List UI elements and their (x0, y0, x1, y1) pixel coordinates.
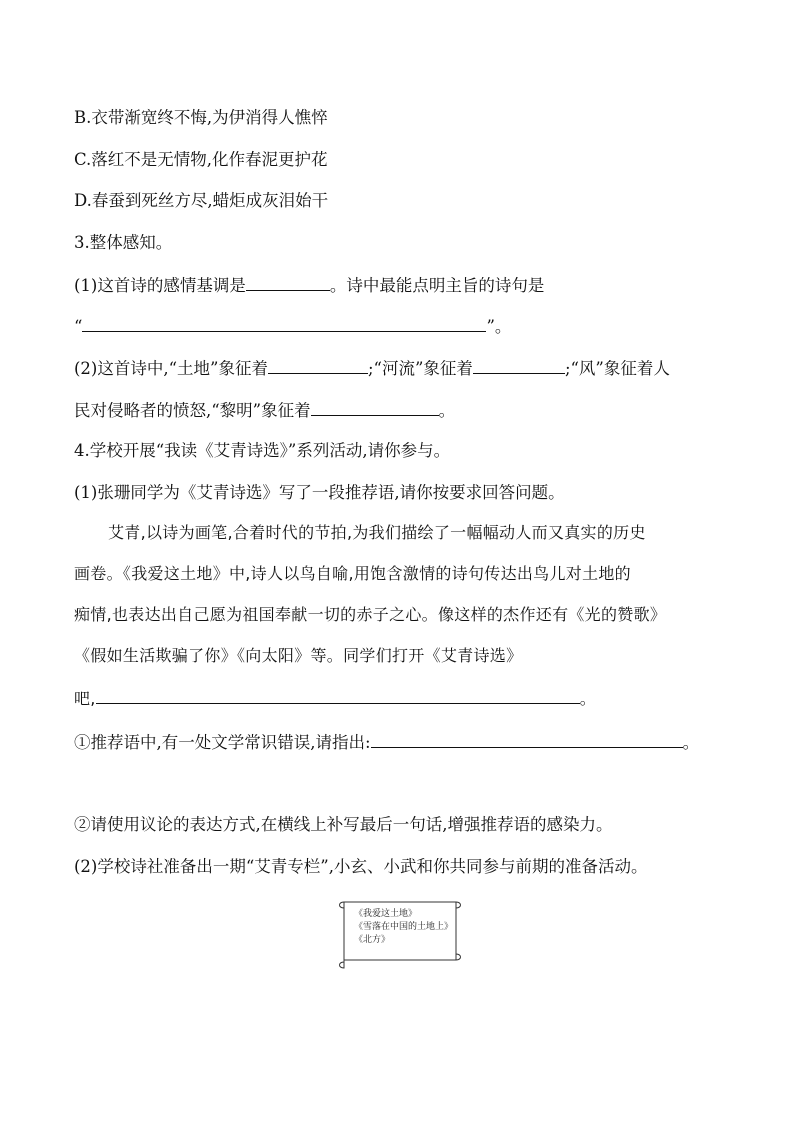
q3-part2 (74, 356, 670, 381)
q3-part1-text-b: 。诗中最能点明主旨的诗句是 (329, 276, 545, 295)
recommendation-text-ba: 吧, (74, 689, 96, 708)
q3-part2-text-a: (2)这首诗中,“土地”象征着 (74, 359, 268, 378)
q4-sub1 (74, 730, 699, 755)
scroll-item-3: 《北方》 (354, 935, 391, 945)
answer-blank-closing-sentence[interactable] (96, 686, 580, 704)
q3-part2-text-e: 。 (438, 401, 456, 420)
answer-blank-river[interactable] (473, 356, 565, 374)
q3-part2-text-d: 民对侵略者的愤怒,“黎明”象征着 (74, 401, 311, 420)
q4-sub1-end: 。 (682, 733, 700, 752)
q4-sub1-text: ①推荐语中,有一处文学常识错误,请指出: (74, 733, 371, 752)
option-d: D.春蚕到死丝方尽,蜡炬成灰泪始干 (74, 191, 329, 210)
close-quote: ”。 (486, 317, 512, 336)
scroll-item-2: 《雪落在中国的土地上》 (354, 922, 454, 932)
recommendation-end: 。 (579, 689, 596, 708)
scroll-item-1: 《我爱这土地》 (354, 909, 418, 919)
answer-blank-tone[interactable] (246, 273, 330, 291)
recommendation-line-2: 画卷。《我爱这土地》中,诗人以鸟自喻,用饱含激情的诗句传达出鸟儿对土地的 (74, 564, 631, 583)
recommendation-line-1: 艾青,以诗为画笔,合着时代的节拍,为我们描绘了一幅幅动人而又真实的历史 (108, 523, 646, 542)
open-quote: “ (74, 317, 83, 336)
q3-part2-text-b: ;“河流”象征着 (368, 359, 473, 378)
answer-blank-error[interactable] (371, 730, 683, 748)
q3-part2-line2 (74, 398, 455, 423)
q3-part1 (74, 273, 544, 298)
q3-part2-text-c: ;“风”象征着人 (564, 359, 670, 378)
q4-part2: (2)学校诗社准备出一期“艾青专栏”,小玄、小武和你共同参与前期的准备活动。 (74, 857, 648, 876)
q4-title: 4.学校开展“我读《艾青诗选》”系列活动,请你参与。 (74, 441, 451, 460)
answer-blank-dawn[interactable] (311, 398, 439, 416)
answer-blank-theme-line[interactable] (82, 314, 486, 332)
q4-part1: (1)张珊同学为《艾青诗选》写了一段推荐语,请你按要求回答问题。 (74, 483, 565, 502)
q4-sub2: ②请使用议论的表达方式,在横线上补写最后一句话,增强推荐语的感染力。 (74, 815, 613, 834)
recommendation-line-4: 《假如生活欺骗了你》《向太阳》等。同学们打开《艾青诗选》 (74, 646, 523, 665)
q3-part1-line2 (74, 314, 511, 339)
option-c: C.落红不是无情物,化作春泥更护花 (74, 150, 328, 169)
option-b: B.衣带渐宽终不悔,为伊消得人憔悴 (74, 108, 328, 127)
recommendation-line-3: 痴情,也表达出自己愿为祖国奉献一切的赤子之心。像这样的杰作还有《光的赞歌》 (74, 605, 667, 624)
q3-title: 3.整体感知。 (74, 233, 173, 252)
recommendation-line-5 (74, 686, 596, 711)
answer-blank-land[interactable] (268, 356, 368, 374)
q3-part1-text-a: (1)这首诗的感情基调是 (74, 276, 246, 295)
